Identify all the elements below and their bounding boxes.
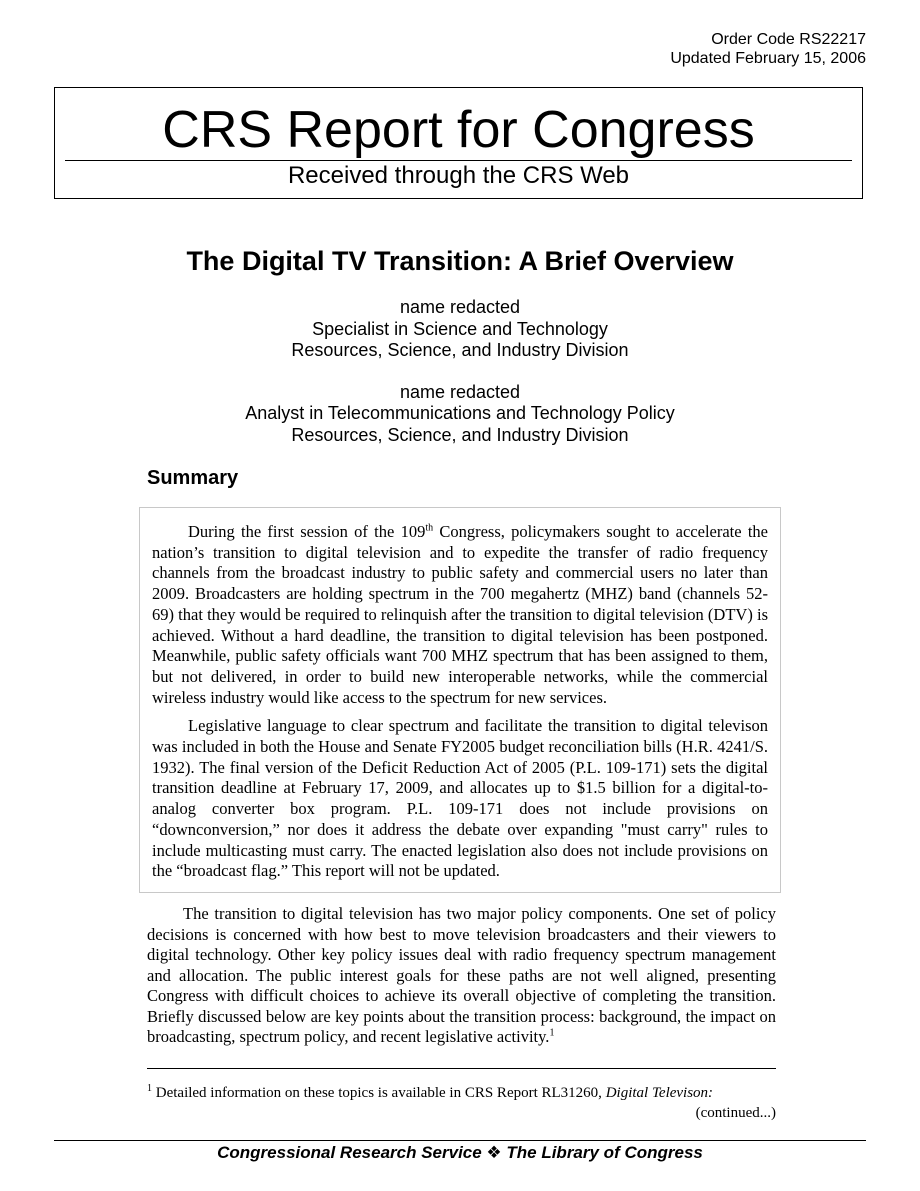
author-title: Analyst in Telecommunications and Technology Policy	[245, 403, 675, 423]
footnote-number: 1	[147, 1083, 152, 1094]
footnote-cited-title: Digital Televison:	[605, 1085, 714, 1101]
footnote	[147, 1083, 776, 1123]
order-code: Order Code RS22217	[711, 31, 866, 48]
author-title: Specialist in Science and Technology	[312, 318, 608, 339]
banner-title: CRS Report for Congress	[162, 101, 755, 159]
footer-divider	[54, 1140, 866, 1141]
footnote-text: Detailed information on these topics is available in CRS Report RL31260,	[152, 1085, 606, 1101]
order-code-header	[670, 30, 866, 68]
author-division: Resources, Science, and Industry Division	[291, 340, 629, 360]
footnote-reference[interactable]: 1	[549, 1027, 555, 1039]
summary-paragraph: During the first session of the 109th Congress, policymakers sought to accelerate the nation’s transition to digital television and to expedite the transfer of radio frequency channels from the broadcast industry to public safety and commercial users no later than 2009. Broadcasters are holding spectrum in the 700 megahertz (MHZ) band (channels 52-69) that they would be required to relinquish after the transition to digital television (DTV) is achieved. Without a hard deadline, the transition to digital television has been postponed. Meanwhile, public safety officials want 700 MHZ spectrum that has been assigned to them, but not delivered, in order to build new interoperable networks, while the commercial wireless industry would like access to the spectrum for new services.	[152, 522, 768, 707]
page-footer: Congressional Research Service ❖ The Library of Congress	[217, 1143, 703, 1162]
summary-paragraph: Legislative language to clear spectrum and facilitate the transition to digital televison was included in both the House and Senate FY2005 budget reconciliation bills (H.R. 4241/S. 1932). The final version of the Deficit Reduction Act of 2005 (P.L. 109-171) sets the digital transition deadline at February 17, 2009, and allocates up to $1.5 billion for a digital-to-analog converter box program. P.L. 109-171 does not include provisions on “downconversion,” nor does it address the debate over expanding "must carry" rules to include multicasting must carry. The enacted legislation also does not include provisions on the “broadcast flag.” This report will not be updated.	[152, 716, 768, 881]
summary-heading: Summary	[147, 467, 239, 489]
author-block	[0, 297, 920, 362]
banner-divider	[65, 160, 852, 161]
banner-subtitle: Received through the CRS Web	[287, 162, 630, 189]
body-paragraph: The transition to digital television has two major policy components. One set of policy decisions is concerned with how best to move television broadcasters and their viewers to digital technology. Other key policy issues deal with radio frequency spectrum management and allocation. The public interest goals for these paths are not well aligned, presenting Congress with difficult choices to achieve its overall objective of completing the transition. Briefly discussed below are key points about the transition process: background, the impact on broadcasting, spectrum policy, and recent legislative activity.$^1$	[147, 904, 776, 1046]
summary-box	[139, 507, 781, 893]
author-name: name redacted	[399, 297, 521, 317]
footnote-continued: (continued...)	[695, 1105, 776, 1121]
updated-date: Updated February 15, 2006	[670, 50, 866, 67]
crs-banner	[54, 87, 863, 199]
footnote-divider	[147, 1068, 776, 1069]
ordinal-superscript: th	[425, 522, 434, 534]
author-list	[0, 297, 920, 466]
author-division: Resources, Science, and Industry Division	[291, 424, 629, 445]
author-name: name redacted	[399, 381, 521, 402]
report-title: The Digital TV Transition: A Brief Overview	[186, 246, 734, 276]
author-block	[0, 382, 920, 447]
